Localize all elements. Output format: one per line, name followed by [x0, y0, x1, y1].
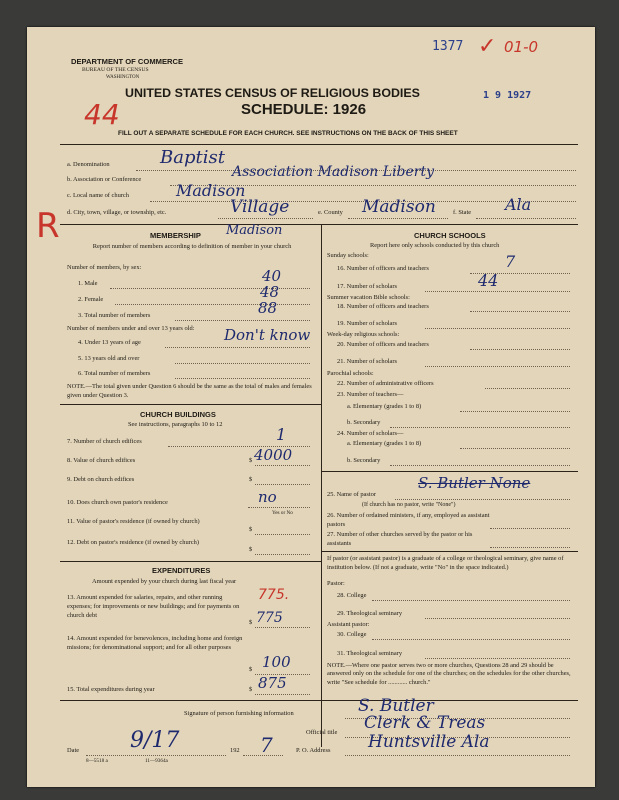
buildings-heading: CHURCH BUILDINGS [140, 410, 216, 419]
q23a-label: a. Elementary (grades 1 to 8) [347, 403, 422, 410]
total-members-2-line [175, 378, 310, 379]
city-label: d. City, town, village, or township, etc. [67, 209, 167, 216]
county-line [348, 218, 448, 219]
grad-note: If pastor (or assistant pastor) is a graduate of a college or theological seminary, give name of institution below. (If not a graduate, write "No" in the space indicated.) [327, 555, 564, 571]
q23a-line [460, 411, 570, 412]
q13-dollar: $ [249, 619, 253, 626]
expenditures-sub: Amount expended by your church during last fiscal year [92, 578, 237, 585]
total-members-label: 3. Total number of members [78, 312, 151, 319]
q23-label: 23. Number of teachers— [337, 391, 404, 398]
under-13-line [165, 347, 310, 348]
q13-line [255, 627, 310, 628]
county-value: Madison [362, 197, 436, 217]
buildings-sub: See instructions, paragraphs 10 to 12 [128, 421, 223, 428]
form-title: UNITED STATES CENSUS OF RELIGIOUS BODIES [125, 86, 420, 100]
q8-label: 8. Value of church edifices [67, 457, 136, 464]
year-value: 7 [260, 733, 273, 757]
form-number: 8—5518 a [86, 758, 108, 764]
total-members-2-label: 6. Total number of members [78, 370, 151, 377]
over-13-line [175, 363, 310, 364]
male-label: 1. Male [78, 280, 98, 287]
state-value: Ala [505, 195, 532, 214]
membership-heading: MEMBERSHIP [150, 231, 201, 240]
q10-label: 10. Does church own pastor's residence [67, 499, 168, 506]
pastor-note: NOTE.—Where one pastor serves two or more churches, Questions 28 and 29 should be answered only on the schedule for one of the churches; on the schedules for the other churches, write "See schedule for ............ church." [327, 662, 571, 686]
weekday-schools-label: Week-day religious schools: [327, 331, 400, 338]
form-instruction: FILL OUT A SEPARATE SCHEDULE FOR EACH CHURCH. SEE INSTRUCTIONS ON THE BACK OF THIS SHEET [118, 130, 458, 137]
date-value: 9/17 [130, 728, 180, 753]
under-13-value: Don't know [224, 326, 311, 344]
po-address-line [345, 755, 570, 756]
expenditures-heading: EXPENDITURES [152, 566, 211, 575]
bureau-name: BUREAU OF THE CENSUS [82, 67, 149, 73]
official-title-label: Official title [306, 729, 338, 736]
po-address-label: P. O. Address [296, 747, 331, 754]
schedule-title: SCHEDULE: 1926 [241, 101, 367, 118]
q11-line [255, 534, 310, 535]
check-mark: ✓ [478, 34, 497, 59]
summer-schools-label: Summer vacation Bible schools: [327, 294, 410, 301]
county-label: e. County [318, 209, 343, 216]
q14-value: 100 [262, 653, 291, 671]
over-13-label: 5. 13 years old and over [78, 355, 140, 362]
q12-dollar: $ [249, 546, 253, 553]
schools-heading: CHURCH SCHOOLS [414, 231, 486, 240]
membership-subheading: Report number of members according to definition of member in your church [92, 243, 292, 250]
header-rule [60, 144, 578, 145]
q10-line [248, 507, 310, 508]
q17-line [425, 291, 570, 292]
official-title-value: Clerk & Treas [364, 713, 486, 733]
q21-line [425, 366, 570, 367]
year-prefix: 192 [230, 747, 240, 754]
q13-value: 775 [256, 610, 283, 626]
q15-value: 875 [258, 674, 287, 692]
q23b-line [390, 427, 570, 428]
sunday-schools-label: Sunday schools: [327, 252, 369, 259]
schools-sub: Report here only schools conducted by this church [370, 242, 500, 249]
q21-label: 21. Number of scholars [337, 358, 397, 365]
q12-label: 12. Debt on pastor's residence (if owned by church) [67, 539, 199, 546]
state-line [476, 218, 576, 219]
q17-label: 17. Number of scholars [337, 283, 397, 290]
q26-line [490, 528, 570, 529]
q23b-label: b. Secondary [347, 419, 381, 426]
q28-label: 28. College [337, 592, 367, 599]
q24a-label: a. Elementary (grades 1 to 8) [347, 440, 422, 447]
stamp-number: 1377 [432, 39, 464, 54]
female-label: 2. Female [78, 296, 104, 303]
q7-label: 7. Number of church edifices [67, 438, 142, 445]
total-members-value: 88 [258, 299, 278, 317]
total-members-line [175, 320, 310, 321]
q30-label: 30. College [337, 631, 367, 638]
state-label: f. State [453, 209, 472, 216]
q15-label: 15. Total expenditures during year [67, 686, 155, 693]
q16-label: 16. Number of officers and teachers [337, 265, 429, 272]
q17-value: 44 [478, 271, 499, 290]
male-value: 40 [262, 267, 282, 285]
date-label: Date [67, 747, 80, 754]
association-value: Association Madison Liberty [232, 164, 435, 180]
male-line [110, 288, 310, 289]
q24b-label: b. Secondary [347, 457, 381, 464]
q25-value: S. Butler None [418, 474, 531, 492]
ident-rule [60, 224, 578, 225]
membership-note-text: NOTE.—The total given under Question 6 should be the same as the total of males and females given under Question 3. [67, 383, 312, 399]
q30-line [372, 639, 570, 640]
q8-value: 4000 [254, 446, 293, 464]
q28-line [372, 600, 570, 601]
q11-label: 11. Value of pastor's residence (if owned by church) [67, 518, 200, 525]
under-13-label: 4. Under 13 years of age [78, 339, 141, 346]
q9-dollar: $ [249, 476, 253, 483]
yes-no-hint: Yes or No [272, 510, 293, 516]
q19-label: 19. Number of scholars [337, 320, 397, 327]
q16-value: 7 [505, 252, 516, 271]
expenditures-rule [60, 561, 321, 562]
department-name: DEPARTMENT OF COMMERCE [71, 57, 184, 66]
q13-value-red: 775. [258, 587, 290, 603]
q14-label: 14. Amount expended for benevolences, including home and foreign missions; for denominational support; and for all other purposes [67, 635, 243, 651]
q31-line [425, 658, 570, 659]
q8-line [255, 465, 310, 466]
q15-dollar: $ [249, 686, 253, 693]
q8-dollar: $ [249, 457, 253, 464]
q12-line [255, 554, 310, 555]
q29-label: 29. Theological seminary [337, 610, 403, 617]
q18-line [470, 311, 570, 312]
q13-label: 13. Amount expended for salaries, repairs, and other running expenses; for improvements or new buildings; and for payments on church debt [67, 594, 240, 619]
grad-rule [321, 551, 578, 552]
q29-line [425, 618, 570, 619]
q14-dollar: $ [249, 666, 253, 673]
q25-note: (If church has no pastor, write "None") [362, 502, 456, 508]
q24a-line [460, 448, 570, 449]
female-value: 48 [260, 283, 280, 301]
q24-label: 24. Number of scholars— [337, 430, 404, 437]
form-number-2: 11—9364a [145, 758, 168, 764]
q20-label: 20. Number of officers and teachers [337, 341, 429, 348]
date-line [86, 755, 226, 756]
age-label: Number of members under and over 13 years old: [67, 325, 195, 332]
signature-rule [60, 700, 578, 701]
q11-dollar: $ [249, 526, 253, 533]
q24b-line [390, 465, 570, 466]
pastor-head: Pastor: [327, 580, 345, 587]
q27-line [490, 547, 570, 548]
q22-label: 22. Number of administrative officers [337, 380, 434, 387]
association-label: b. Association or Conference [67, 176, 142, 183]
center-divider [321, 225, 322, 747]
denomination-value: Baptist [160, 147, 225, 168]
assistant-pastor-head: Assistant pastor: [327, 621, 370, 628]
q25-line [395, 499, 570, 500]
local-name-value: Madison [176, 181, 246, 200]
q25-label: 25. Name of pastor [327, 491, 376, 498]
left-margin-letter: R [36, 206, 60, 246]
q22-line [485, 388, 570, 389]
stamp-code: 01-0 [504, 38, 539, 56]
q18-label: 18. Number of officers and teachers [337, 303, 429, 310]
q9-label: 9. Debt on church edifices [67, 476, 135, 483]
po-address-value: Huntsville Ala [368, 732, 490, 752]
q10-value: no [258, 488, 277, 506]
q19-line [425, 328, 570, 329]
signature-value: S. Butler [358, 696, 434, 716]
buildings-rule [60, 404, 321, 405]
left-margin-number: 44 [84, 98, 120, 131]
parochial-schools-label: Parochial schools: [327, 370, 374, 377]
female-line [115, 304, 310, 305]
q9-line [255, 484, 310, 485]
local-name-label: c. Local name of church [67, 192, 129, 199]
q15-line [255, 694, 310, 695]
bureau-city: WASHINGTON [106, 75, 140, 80]
denomination-label: a. Denomination [67, 161, 110, 168]
city-line [218, 218, 313, 219]
date-stamp: 1 9 1927 [483, 90, 532, 101]
membership-note: Madison [226, 223, 283, 238]
members-by-sex-label: Number of members, by sex: [67, 264, 142, 271]
q7-value: 1 [276, 425, 287, 444]
q31-label: 31. Theological seminary [337, 650, 403, 657]
city-value: Village [230, 197, 290, 217]
signature-label: Signature of person furnishing information [184, 710, 294, 717]
q26-label: 26. Number of ordained ministers, if any, employed as assistant pastors [327, 512, 490, 528]
q27-label: 27. Number of other churches served by the pastor or his assistants [327, 531, 473, 547]
q20-line [470, 349, 570, 350]
pastor-rule [321, 471, 578, 472]
